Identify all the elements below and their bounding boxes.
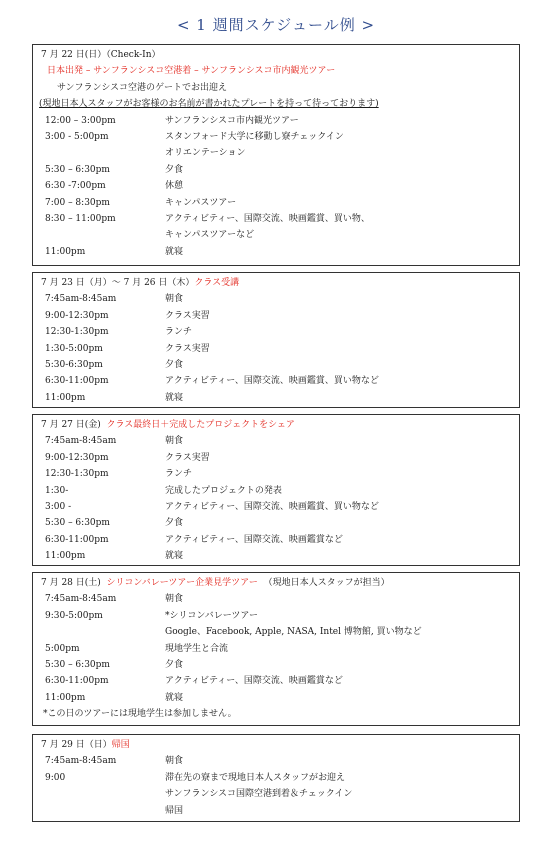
schedule-time [33, 786, 165, 802]
day-theme: 帰国 [111, 740, 130, 750]
schedule-activity: Google、Facebook, Apple, NASA, Intel 博物館, 買い物など [165, 627, 422, 638]
day-date: 7 月 23 日（月）～ 7 月 26 日（木） [41, 278, 195, 288]
schedule-row [33, 515, 519, 531]
schedule-time: 12:30-1:30pm [45, 327, 109, 338]
schedule-row [33, 591, 519, 607]
schedule-row [33, 357, 519, 373]
schedule-activity: 帰国 [165, 805, 184, 816]
schedule-row [33, 624, 519, 640]
schedule-time: 8:30 – 11:00pm [45, 213, 116, 224]
schedule-box-day2 [32, 272, 520, 408]
day-header [33, 45, 519, 63]
schedule-time: 9:30-5:00pm [45, 610, 103, 621]
schedule-activity: 朝食 [165, 594, 184, 605]
schedule-activity: アクティビティー、国際交流、映画鑑賞、買い物など [165, 501, 379, 512]
day-header [33, 415, 519, 433]
itinerary-line: 日本出発 – サンフランシスコ空港着 – サンフランシスコ市内観光ツアー [47, 66, 336, 77]
schedule-row [33, 657, 519, 673]
schedule-activity: ランチ [165, 469, 193, 480]
schedule-activity: アクティビティー、国際交流、映画鑑賞、買い物、 [165, 213, 370, 224]
schedule-activity: キャンパスツアーなど [165, 230, 255, 241]
schedule-time: 7:45am-8:45am [45, 594, 117, 605]
schedule-activity: アクティビティー、国際交流、映画鑑賞、買い物など [165, 376, 379, 387]
schedule-activity: アクティビティー、国際交流、映画鑑賞など [165, 676, 343, 687]
schedule-row [33, 145, 519, 161]
schedule-time: 12:30-1:30pm [45, 469, 109, 480]
itinerary-note: (現地日本人スタッフがお客様のお名前が書かれたプレートを持って待っております) [39, 99, 379, 110]
schedule-activity: スタンフォード大学に移動し寮チェックイン [165, 132, 344, 143]
schedule-box-day5 [32, 734, 520, 822]
schedule-row [33, 195, 519, 211]
day-theme: クラス受講 [194, 278, 240, 288]
schedule-time [33, 145, 165, 161]
schedule-row [33, 341, 519, 357]
schedule-row [33, 433, 519, 449]
page-title: < 1 週間スケジュール例 > [176, 16, 376, 34]
schedule-time: 6:30-11:00pm [45, 534, 109, 545]
schedule-activity: 朝食 [165, 756, 184, 767]
schedule-rows [33, 433, 519, 564]
schedule-rows [33, 753, 519, 819]
schedule-time: 1:30-5:00pm [45, 343, 103, 354]
day-date: 7 月 27 日(金) [41, 420, 101, 430]
schedule-activity: キャンパスツアー [165, 197, 237, 208]
schedule-row [33, 244, 519, 260]
schedule-activity: クラス実習 [165, 343, 210, 354]
schedule-activity: アクティビティー、国際交流、映画鑑賞など [165, 534, 343, 545]
day-date: 7 月 28 日(土) [41, 578, 101, 588]
schedule-time [33, 803, 165, 819]
schedule-activity: 滞在先の寮まで現地日本人スタッフがお迎え [165, 772, 346, 783]
schedule-row [33, 227, 519, 243]
schedule-time: 6:30-11:00pm [45, 676, 109, 687]
schedule-time: 7:45am-8:45am [45, 436, 117, 447]
schedule-time: 1:30- [45, 485, 69, 496]
schedule-row [33, 499, 519, 515]
schedule-time: 6:30-11:00pm [45, 376, 109, 387]
schedule-row [33, 483, 519, 499]
schedule-activity: 就寝 [165, 551, 184, 562]
schedule-time: 5:30 – 6:30pm [45, 659, 110, 670]
schedule-rows [33, 291, 519, 406]
schedule-time: 11:00pm [45, 246, 86, 257]
schedule-time: 5:30 – 6:30pm [45, 164, 110, 175]
day-note: （現地日本人スタッフが担当） [263, 578, 390, 588]
day-header [33, 735, 519, 753]
day-header [33, 573, 519, 591]
schedule-row [33, 178, 519, 194]
schedule-time: 3:00 - [45, 501, 72, 512]
schedule-time: 11:00pm [45, 692, 86, 703]
schedule-time: 5:00pm [45, 643, 80, 654]
schedule-rows [33, 113, 519, 261]
schedule-row [33, 113, 519, 129]
schedule-activity: 休憩 [165, 181, 184, 192]
schedule-row [33, 450, 519, 466]
schedule-activity: 夕食 [165, 659, 184, 670]
schedule-activity: サンフランシスコ国際空港到着＆チェックイン [165, 789, 353, 800]
schedule-box-day4 [32, 572, 520, 726]
schedule-row [33, 390, 519, 406]
schedule-activity: 現地学生と合流 [165, 643, 229, 654]
schedule-time: 9:00-12:30pm [45, 310, 109, 321]
schedule-row [33, 673, 519, 689]
schedule-time: 7:00 – 8:30pm [45, 197, 110, 208]
schedule-row [33, 786, 519, 802]
schedule-box-day3 [32, 414, 520, 566]
schedule-activity: オリエンテーション [165, 148, 246, 159]
schedule-time: 9:00-12:30pm [45, 452, 109, 463]
schedule-row [33, 162, 519, 178]
schedule-activity: ランチ [165, 327, 193, 338]
schedule-time [33, 624, 165, 640]
schedule-box-day1 [32, 44, 520, 266]
schedule-activity: クラス実習 [165, 310, 210, 321]
schedule-row [33, 608, 519, 624]
schedule-row [33, 690, 519, 706]
schedule-row [33, 211, 519, 227]
schedule-time: 7:45am-8:45am [45, 756, 117, 767]
schedule-row [33, 324, 519, 340]
schedule-time: 7:45am-8:45am [45, 294, 117, 305]
schedule-activity: 朝食 [165, 294, 184, 305]
schedule-time: 11:00pm [45, 392, 86, 403]
schedule-row [33, 770, 519, 786]
schedule-time: 12:00 – 3:00pm [45, 115, 116, 126]
day-date: 7 月 22 日(日）（Check-In） [41, 50, 161, 60]
day-date: 7 月 29 日（日） [41, 740, 112, 750]
schedule-time [33, 227, 165, 243]
schedule-row [33, 466, 519, 482]
schedule-activity: 夕食 [165, 359, 184, 370]
day-theme: クラス最終日＋完成したプロジェクトをシェア [106, 420, 295, 430]
schedule-row [33, 803, 519, 819]
schedule-time: 11:00pm [45, 551, 86, 562]
schedule-activity: 就寝 [165, 392, 184, 403]
day-theme: シリコンバレーツアー企業見学ツアー [106, 578, 258, 588]
schedule-row [33, 753, 519, 769]
schedule-activity: サンフランシスコ市内観光ツアー [165, 115, 299, 126]
schedule-activity: 朝食 [165, 436, 184, 447]
schedule-row [33, 532, 519, 548]
schedule-time: 3:00 - 5:00pm [45, 132, 109, 143]
schedule-activity: *シリコンバレーツアー [165, 610, 259, 621]
schedule-row [33, 548, 519, 564]
schedule-time: 6:30 -7:00pm [45, 181, 106, 192]
schedule-row [33, 291, 519, 307]
schedule-row [33, 308, 519, 324]
schedule-row [33, 641, 519, 657]
schedule-time: 5:30-6:30pm [45, 359, 103, 370]
schedule-row [33, 129, 519, 145]
schedule-activity: 完成したプロジェクトの発表 [165, 485, 282, 496]
schedule-time: 9:00 [45, 772, 66, 783]
schedule-rows [33, 591, 519, 706]
itinerary-line: サンフランシスコ空港のゲートでお出迎え [57, 82, 228, 93]
schedule-time: 5:30 – 6:30pm [45, 518, 110, 529]
footnote: *この日のツアーには現地学生は参加しません。 [43, 709, 237, 720]
schedule-activity: クラス実習 [165, 452, 210, 463]
schedule-row [33, 373, 519, 389]
day-header [33, 273, 519, 291]
schedule-activity: 就寝 [165, 692, 184, 703]
schedule-activity: 夕食 [165, 164, 184, 175]
schedule-activity: 夕食 [165, 518, 184, 529]
schedule-activity: 就寝 [165, 246, 184, 257]
